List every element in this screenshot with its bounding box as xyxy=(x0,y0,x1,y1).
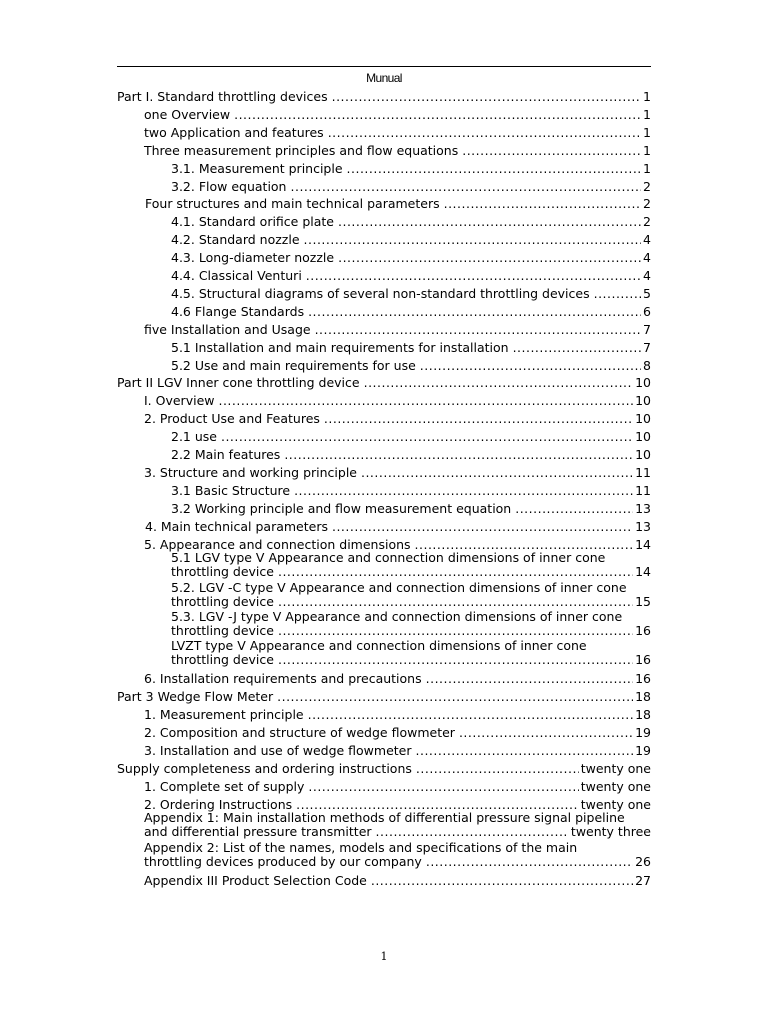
toc-entry-title: 5.2 Use and main requirements for use xyxy=(171,357,416,373)
dot-leader xyxy=(371,874,633,888)
toc-page-number: 10 xyxy=(635,375,651,391)
toc-entry-title: 2. Composition and structure of wedge flowmeter xyxy=(144,724,455,740)
toc-entry-title-continued: throttling devices produced by our company xyxy=(144,853,422,869)
dot-leader xyxy=(347,162,642,176)
dot-leader xyxy=(308,780,578,794)
toc-entry[interactable] xyxy=(171,301,651,319)
toc-page-number: 10 xyxy=(635,393,651,409)
toc-entry-title: five Installation and Usage xyxy=(144,321,311,337)
toc-entry[interactable] xyxy=(144,462,651,480)
toc-page-number: 7 xyxy=(643,339,651,355)
toc-page-number: 4 xyxy=(643,250,651,266)
toc-page-number: 16 xyxy=(635,652,651,667)
dot-leader xyxy=(513,341,641,355)
dot-leader xyxy=(416,744,634,758)
toc-entry-title: 3.1. Measurement principle xyxy=(171,160,343,176)
toc-entry[interactable] xyxy=(144,776,651,794)
toc-entry[interactable] xyxy=(171,426,651,444)
toc-entry[interactable] xyxy=(144,794,651,812)
toc-entry[interactable] xyxy=(171,444,651,462)
toc-page-number: 8 xyxy=(643,357,651,373)
dot-leader xyxy=(324,412,633,426)
toc-page-number: 15 xyxy=(635,593,651,609)
toc-entry-title: Part 3 Wedge Flow Meter xyxy=(117,689,274,705)
toc-entry[interactable] xyxy=(144,722,651,740)
page-number: 1 xyxy=(380,950,388,963)
toc-entry-title: 1. Complete set of supply xyxy=(144,778,305,794)
toc-page-number: 5 xyxy=(643,285,651,301)
dot-leader xyxy=(315,323,641,337)
toc-page-number: 7 xyxy=(643,321,651,337)
dot-leader xyxy=(338,251,641,265)
dot-leader xyxy=(462,144,641,158)
toc-entry[interactable] xyxy=(171,480,651,498)
dot-leader xyxy=(278,653,633,666)
toc-entry[interactable] xyxy=(171,639,651,669)
toc-entry[interactable] xyxy=(117,86,651,104)
dot-leader xyxy=(444,197,641,211)
toc-entry[interactable] xyxy=(144,319,651,337)
toc-entry-title: Three measurement principles and flow equations xyxy=(144,142,459,158)
toc-entry-title: 5. Appearance and connection dimensions xyxy=(144,536,411,552)
toc-entry[interactable] xyxy=(171,229,651,247)
toc-page-number: 1 xyxy=(643,89,651,104)
toc-page-number: 11 xyxy=(635,464,651,480)
toc-entry-title: 1. Measurement principle xyxy=(144,707,304,722)
toc-page-number: 10 xyxy=(635,447,651,462)
toc-entry[interactable] xyxy=(171,176,651,194)
dot-leader xyxy=(278,565,633,578)
dot-leader xyxy=(332,90,641,104)
toc-entry-title: two Application and features xyxy=(144,124,324,140)
toc-entry[interactable] xyxy=(144,390,651,408)
toc-entry[interactable] xyxy=(117,372,651,390)
toc-page-number: twenty one xyxy=(580,778,651,794)
toc-entry[interactable] xyxy=(171,498,651,516)
dot-leader xyxy=(420,359,641,373)
dot-leader xyxy=(277,690,633,704)
toc-entry-title: 4.3. Long-diameter nozzle xyxy=(171,250,335,266)
toc-page-number: twenty one xyxy=(580,760,651,776)
toc-page-number: 13 xyxy=(635,500,651,516)
toc-entry-title: 3.2. Flow equation xyxy=(171,178,287,194)
toc-entry[interactable] xyxy=(171,265,651,283)
toc-page-number: twenty one xyxy=(580,796,651,812)
toc-entry[interactable] xyxy=(171,610,651,640)
toc-entry[interactable] xyxy=(144,122,651,140)
toc-entry-title: 4.5. Structural diagrams of several non-standard throttling devices xyxy=(171,285,590,301)
dot-leader xyxy=(308,708,633,722)
header-title: Munual xyxy=(366,71,402,85)
toc-page-number: 19 xyxy=(635,724,651,740)
dot-leader xyxy=(361,466,633,480)
dot-leader xyxy=(294,484,633,498)
toc-entry-title: 2.2 Main features xyxy=(171,447,281,462)
dot-leader xyxy=(426,855,633,868)
toc-entry-title: Part I. Standard throttling devices xyxy=(117,89,328,104)
dot-leader xyxy=(291,180,642,194)
toc-entry[interactable] xyxy=(171,211,651,229)
dot-leader xyxy=(338,215,641,229)
toc-entry[interactable] xyxy=(171,355,651,373)
toc-page-number: 10 xyxy=(635,429,651,445)
dot-leader xyxy=(415,538,634,552)
toc-entry[interactable] xyxy=(144,668,651,686)
dot-leader xyxy=(218,394,633,408)
toc-page-number: 1 xyxy=(643,106,651,122)
dot-leader xyxy=(304,233,642,247)
dot-leader xyxy=(278,595,633,608)
toc-entry[interactable] xyxy=(144,408,651,426)
toc-entry-title: Appendix III Product Selection Code xyxy=(144,872,367,888)
toc-page-number: 18 xyxy=(635,707,651,722)
dot-leader xyxy=(515,502,633,516)
toc-entry-title-continued: throttling device xyxy=(171,564,274,580)
toc-entry-title: 3.1 Basic Structure xyxy=(171,482,291,498)
toc-page-number: 16 xyxy=(635,671,651,687)
toc-entry[interactable] xyxy=(171,247,651,265)
toc-page-number: 14 xyxy=(635,536,651,552)
toc-entry[interactable] xyxy=(171,581,651,611)
toc-page-number: 16 xyxy=(635,622,651,638)
toc-page-number: twenty three xyxy=(570,824,651,840)
toc-entry[interactable] xyxy=(171,551,651,581)
toc-page-number: 1 xyxy=(643,142,651,158)
toc-entry[interactable] xyxy=(144,811,651,841)
toc-entry[interactable] xyxy=(171,283,651,301)
toc-entry-title: 2. Product Use and Features xyxy=(144,411,320,427)
toc-entry-title: 5.3. LGV -J type V Appearance and connection dimensions of inner cone xyxy=(171,608,623,624)
toc-entry-title: 4. Main technical parameters xyxy=(145,518,328,534)
toc-entry-title: LVZT type V Appearance and connection dimensions of inner cone xyxy=(171,638,587,653)
toc-entry[interactable] xyxy=(171,158,651,176)
toc-entry-title: 2.1 use xyxy=(171,429,217,445)
toc-entry-title-continued: throttling device xyxy=(171,652,274,667)
toc-page-number: 6 xyxy=(643,303,651,319)
toc-entry-title: Supply completeness and ordering instructions xyxy=(117,760,412,776)
toc-page-number: 26 xyxy=(635,853,651,869)
toc-entry-title: Appendix 2: List of the names, models and specifications of the main xyxy=(144,839,578,855)
toc-entry-title-continued: and differential pressure transmitter xyxy=(144,824,372,840)
toc-entry-title: 5.1 LGV type V Appearance and connection dimensions of inner cone xyxy=(171,550,606,566)
dot-leader xyxy=(308,305,641,319)
toc-entry-title: 3. Installation and use of wedge flowmeter xyxy=(144,742,412,758)
toc-page-number: 14 xyxy=(635,564,651,580)
toc-entry-title: 4.6 Flange Standards xyxy=(171,303,305,319)
dot-leader xyxy=(306,269,641,283)
toc-entry-title: one Overview xyxy=(144,106,231,122)
toc-page-number: 1 xyxy=(643,160,651,176)
toc-entry-title: 5.1 Installation and main requirements for installation xyxy=(171,339,509,355)
toc-entry[interactable] xyxy=(144,534,651,552)
dot-leader xyxy=(364,376,634,390)
toc-entry-title: Part II LGV Inner cone throttling device xyxy=(117,375,360,391)
toc-page-number: 27 xyxy=(635,872,651,888)
dot-leader xyxy=(426,672,633,686)
toc-page-number: 11 xyxy=(635,482,651,498)
toc-page-number: 2 xyxy=(643,196,651,212)
toc-entry[interactable] xyxy=(144,104,651,122)
toc-entry-title: 2. Ordering Instructions xyxy=(144,796,293,812)
toc-page-number: 19 xyxy=(635,742,651,758)
dot-leader xyxy=(278,624,633,637)
dot-leader xyxy=(328,126,641,140)
toc-entry-title: 5.2. LGV -C type V Appearance and connection dimensions of inner cone xyxy=(171,579,627,595)
dot-leader xyxy=(284,448,633,462)
toc-entry-title: Four structures and main technical parameters xyxy=(145,196,440,212)
dot-leader xyxy=(296,798,579,812)
toc-entry[interactable] xyxy=(145,516,651,534)
toc-page-number: 1 xyxy=(643,124,651,140)
toc-entry[interactable] xyxy=(144,140,651,158)
dot-leader xyxy=(234,108,641,122)
dot-leader xyxy=(459,726,633,740)
toc-entry-title: 6. Installation requirements and precautions xyxy=(144,671,422,687)
toc-page-number: 13 xyxy=(635,518,651,534)
toc-entry[interactable] xyxy=(144,841,651,871)
dot-leader xyxy=(332,520,633,534)
toc-entry-title: I. Overview xyxy=(144,393,215,409)
toc-entry-title-continued: throttling device xyxy=(171,593,274,609)
toc-entry[interactable] xyxy=(144,704,651,722)
dot-leader xyxy=(594,287,641,301)
toc-entry-title: 3.2 Working principle and flow measurement equation xyxy=(171,500,512,516)
toc-entry[interactable] xyxy=(145,193,651,211)
dot-leader xyxy=(376,825,569,838)
toc-entry[interactable] xyxy=(144,740,651,758)
toc-entry[interactable] xyxy=(117,758,651,776)
toc-entry-title: 4.2. Standard nozzle xyxy=(171,232,300,248)
toc-entry[interactable] xyxy=(144,870,651,888)
toc-entry[interactable] xyxy=(117,686,651,704)
toc-page-number: 4 xyxy=(643,268,651,283)
dot-leader xyxy=(416,762,579,776)
toc-page-number: 10 xyxy=(635,411,651,427)
toc-entry-title: 4.1. Standard orifice plate xyxy=(171,214,334,230)
toc-entry-title: Appendix 1: Main installation methods of differential pressure signal pipeline xyxy=(144,810,625,826)
toc-page-number: 4 xyxy=(643,232,651,248)
toc-entry[interactable] xyxy=(171,337,651,355)
toc-page-number: 2 xyxy=(643,214,651,230)
toc-entry-title: 4.4. Classical Venturi xyxy=(171,268,302,283)
toc-page-number: 18 xyxy=(635,689,651,705)
toc-entry-title: 3. Structure and working principle xyxy=(144,464,357,480)
toc-page-number: 2 xyxy=(643,178,651,194)
dot-leader xyxy=(221,430,633,444)
toc-entry-title-continued: throttling device xyxy=(171,622,274,638)
